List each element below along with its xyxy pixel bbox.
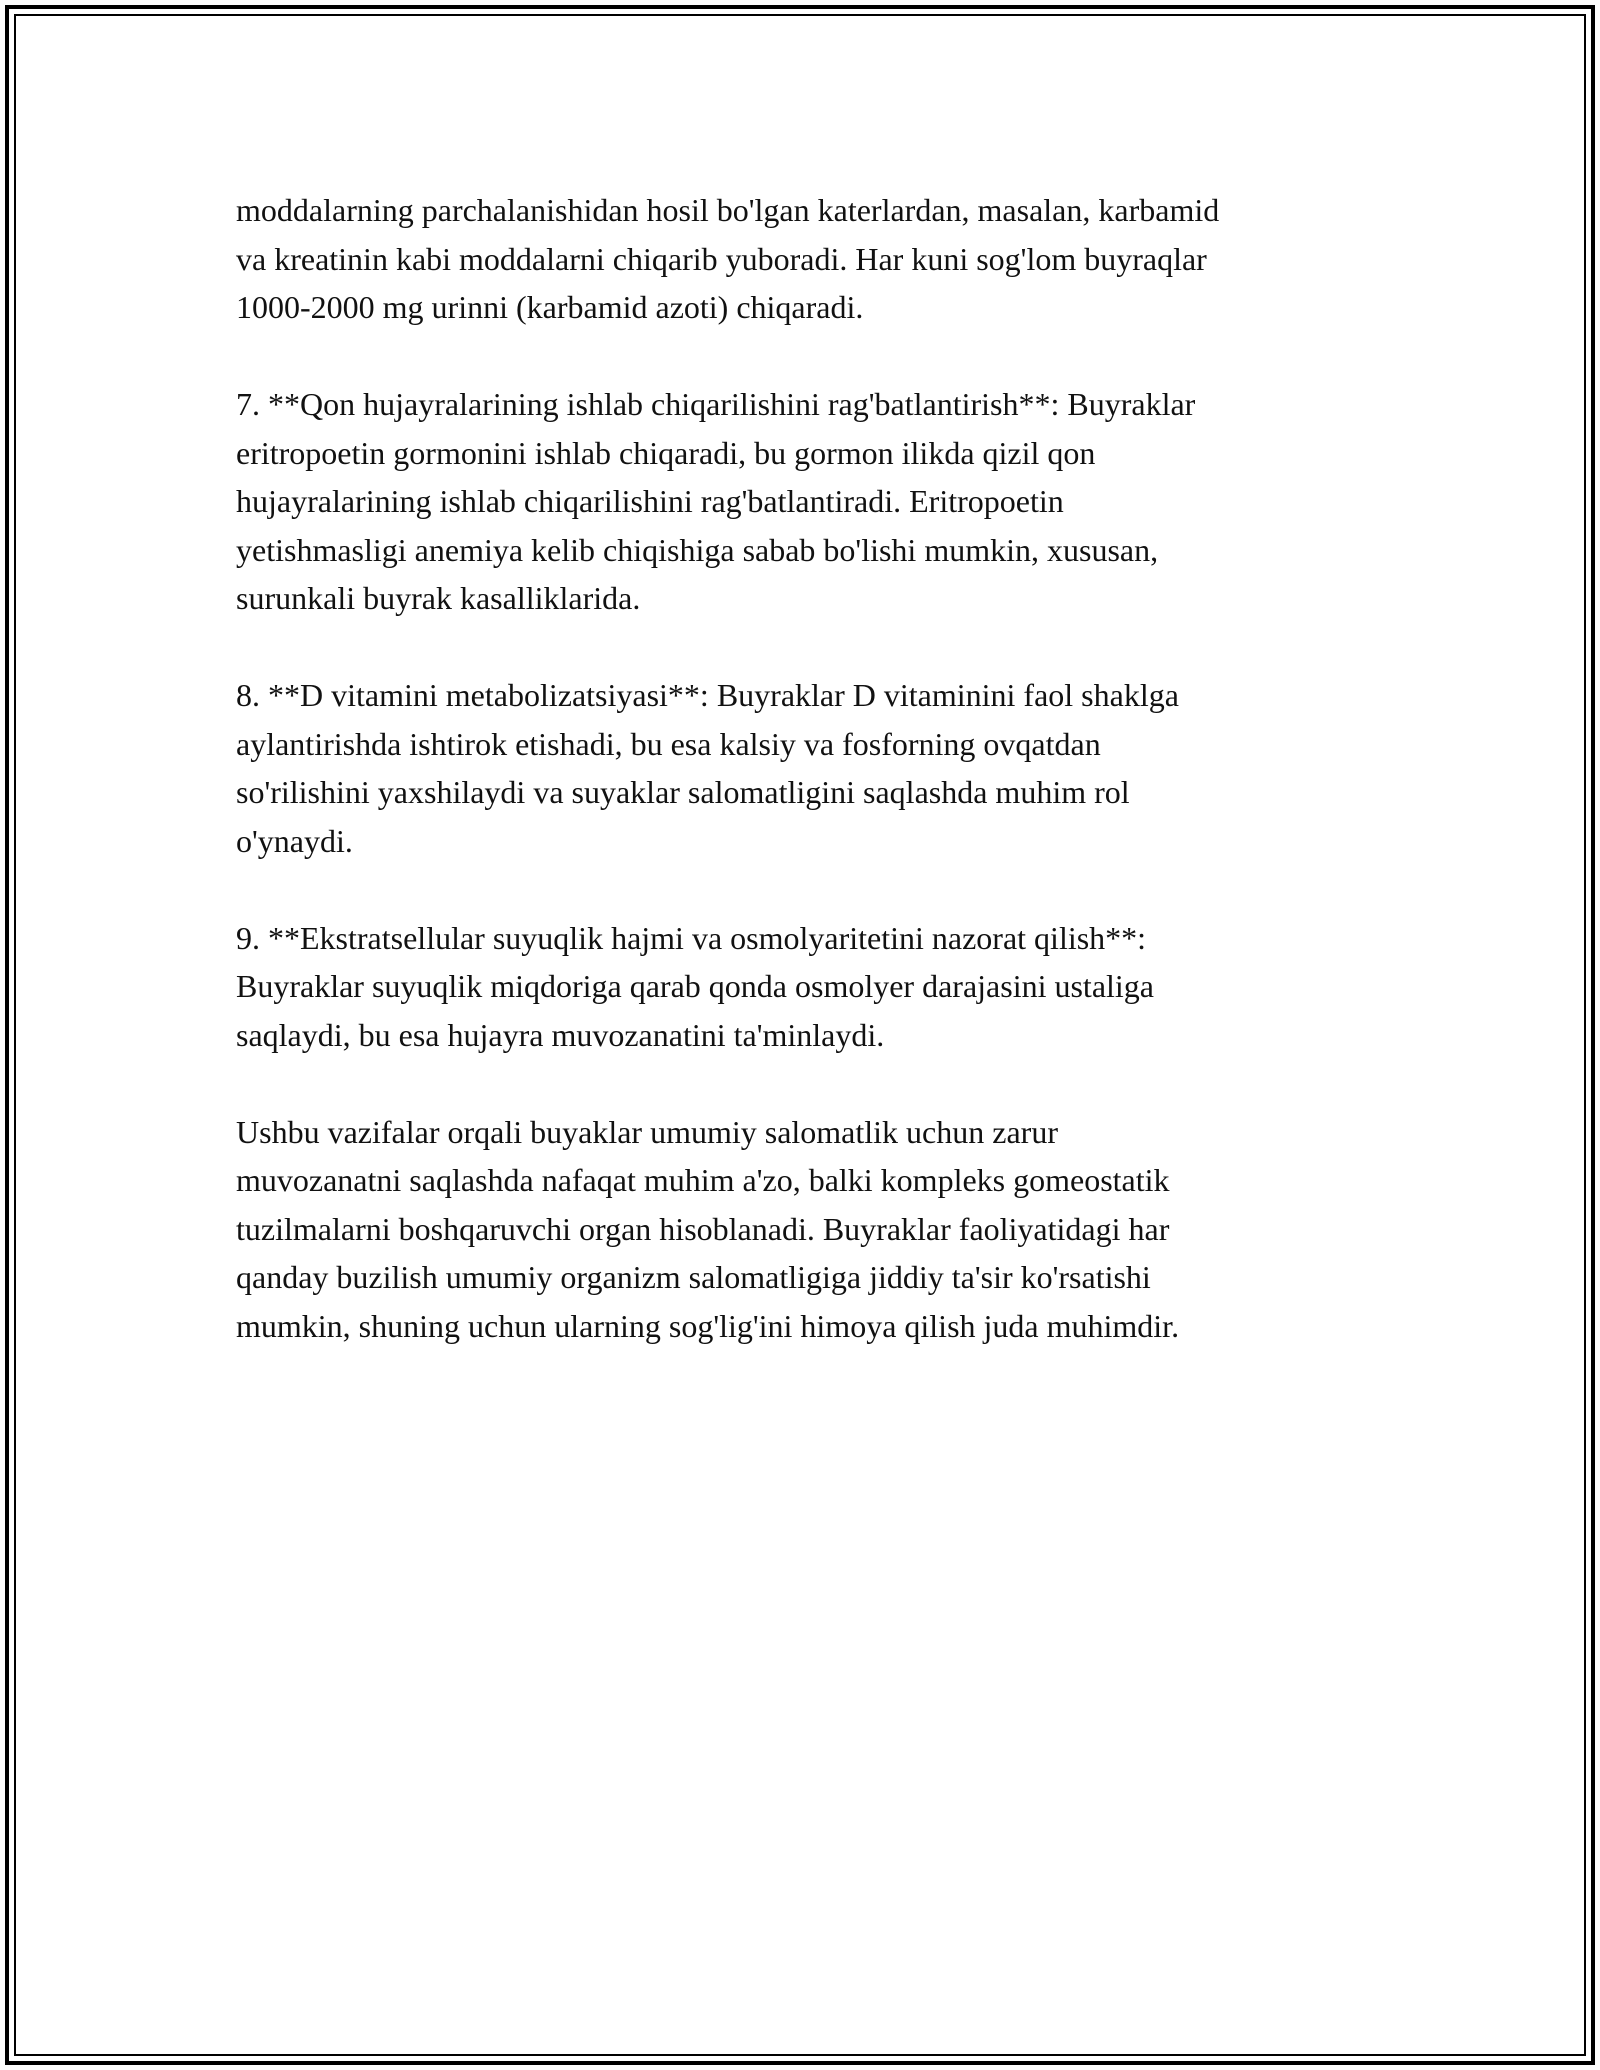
text-line: o'ynaydi. [236,822,353,859]
text-line: hujayralarining ishlab chiqarilishini rag'batlantiradi. Eritropoetin [236,483,1064,519]
text-line: 8. **D vitamini metabolizatsiyasi**: Buyraklar D vitaminini faol shaklga [236,677,1179,713]
text-line: 9. **Ekstratsellular suyuqlik hajmi va osmolyaritetini nazorat qilish**: [236,919,1147,956]
text-line: yetishmasligi anemiya kelib chiqishiga sabab bo'lishi mumkin, xususan, [236,531,1159,568]
text-line: tuzilmalarni boshqaruvchi organ hisoblanadi. Buyraklar faoliyatidagi har [236,1210,1170,1247]
text-line: so'rilishini yaxshilaydi va suyaklar salomatligini saqlashda muhim rol [236,774,1130,810]
paragraph-item-9 [236,914,1426,1060]
text-line: Buyraklar suyuqlik miqdoriga qarab qonda osmolyer darajasini ustaliga [236,968,1154,1004]
text-line: surunkali buyrak kasalliklarida. [236,580,641,616]
paragraph-continuation [236,186,1426,332]
text-line: saqlaydi, bu esa hujayra muvozanatini ta'minlaydi. [236,1016,885,1053]
text-line: 7. **Qon hujayralarining ishlab chiqarilishini rag'batlantirish**: Buyraklar [236,386,1196,422]
text-line: muvozanatni saqlashda nafaqat muhim a'zo, balki kompleks gomeostatik [236,1162,1170,1198]
document-body [236,186,1426,1399]
text-line: mumkin, shuning uchun ularning sog'lig'ini himoya qilish juda muhimdir. [236,1307,1180,1344]
text-line: 1000-2000 mg urinni (karbamid azoti) chiqaradi. [236,289,864,325]
text-line: eritropoetin gormonini ishlab chiqaradi, bu gormon ilikda qizil qon [236,434,1096,471]
text-line: Ushbu vazifalar orqali buyaklar umumiy salomatlik uchun zarur [236,1113,1058,1150]
text-line: va kreatinin kabi moddalarni chiqarib yuboradi. Har kuni sog'lom buyraqlar [236,240,1207,277]
paragraph-item-8 [236,671,1426,865]
text-line: moddalarning parchalanishidan hosil bo'lgan katerlardan, masalan, karbamid [236,192,1220,228]
paragraph-item-7 [236,380,1426,623]
text-line: aylantirishda ishtirok etishadi, bu esa kalsiy va fosforning ovqatdan [236,725,1101,762]
text-line: qanday buzilish umumiy organizm salomatligiga jiddiy ta'sir ko'rsatishi [236,1259,1151,1295]
paragraph-conclusion [236,1108,1426,1351]
